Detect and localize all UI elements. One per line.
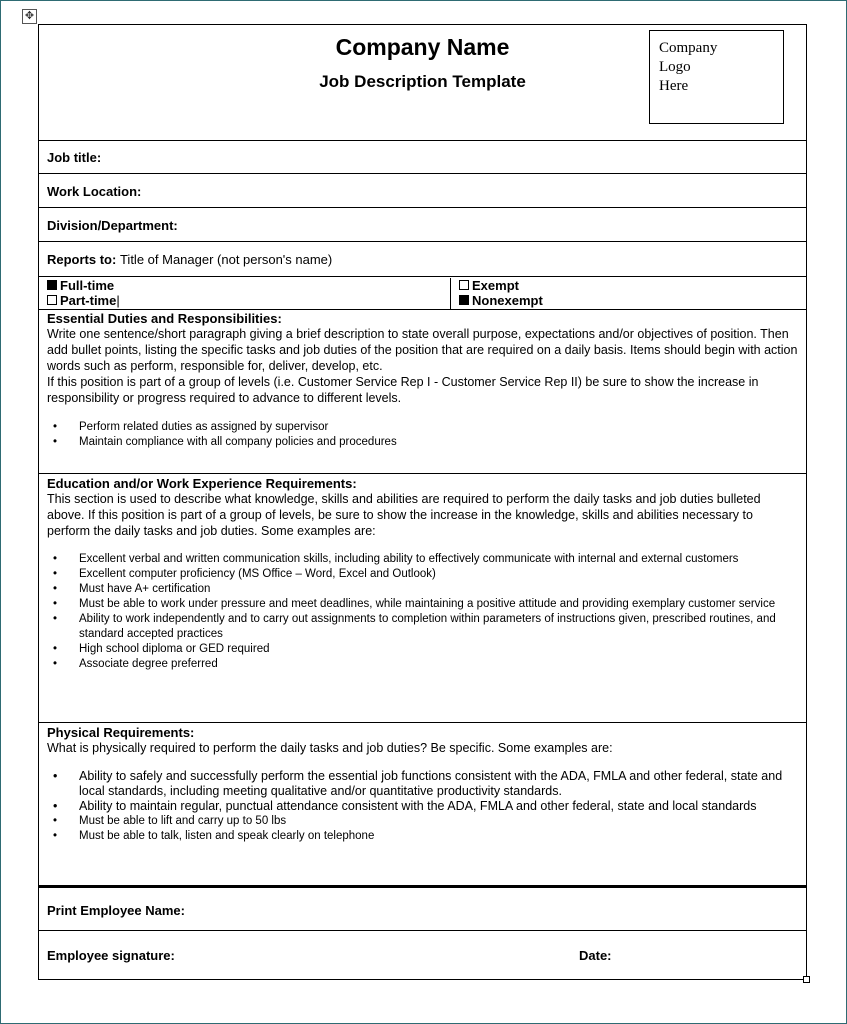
- physical-requirements-list: [47, 769, 798, 844]
- physical-requirements-heading: Physical Requirements:: [47, 725, 195, 740]
- list-item: • Associate degree preferred: [79, 657, 798, 672]
- table-resize-handle-icon[interactable]: [803, 976, 810, 983]
- exempt-label: Exempt: [472, 278, 519, 293]
- date-label: Date:: [579, 947, 612, 963]
- reports-to-field[interactable]: [39, 243, 806, 277]
- print-name-label: Print Employee Name:: [47, 903, 185, 918]
- essential-duties-levels-note: If this position is part of a group of levels (i.e. Customer Service Rep I - Customer Service Rep II) be sure to show the increase in responsibility or progress required to advance to different levels.: [47, 375, 759, 405]
- full-time-option[interactable]: [47, 278, 114, 293]
- education-list: [47, 552, 798, 672]
- job-description-table: [38, 24, 807, 980]
- list-item: • Must be able to lift and carry up to 50 lbs: [79, 814, 798, 829]
- education-paragraph: This section is used to describe what knowledge, skills and abilities are required to perform the daily tasks and job duties bulleted above. If this position is part of a group of levels, be sure to show the increase in the knowledge, skills and abilities necessary to perform the daily tasks and job duties. Some examples are:: [47, 492, 761, 538]
- signature-label: Employee signature:: [47, 947, 175, 963]
- job-title-field[interactable]: [39, 141, 806, 174]
- table-move-handle-icon[interactable]: ✥: [22, 9, 37, 24]
- part-time-checkbox-icon[interactable]: [47, 295, 57, 305]
- print-name-field[interactable]: [39, 891, 806, 931]
- list-item: • Excellent verbal and written communication skills, including ability to effectively communicate with internal and external customers: [79, 552, 798, 567]
- essential-duties-paragraph: Write one sentence/short paragraph giving a brief description to state overall purpose, expectations and/or objectives of position. Then add bullet points, listing the specific tasks and job duties of the position that are required on a daily basis. Items should begin with action words such as perform, responsible for, deliver, develop, etc.: [47, 327, 798, 373]
- list-item: • Must have A+ certification: [79, 582, 798, 597]
- physical-requirements-paragraph: What is physically required to perform the daily tasks and job duties? Be specific. Some examples are:: [47, 741, 613, 755]
- signature-field[interactable]: [39, 932, 806, 978]
- exempt-option[interactable]: [459, 278, 519, 293]
- text-cursor: |: [116, 293, 120, 308]
- essential-duties-list: [47, 420, 798, 450]
- physical-requirements-section[interactable]: [39, 724, 806, 888]
- list-item: • Must be able to work under pressure and meet deadlines, while maintaining a positive attitude and providing exemplary customer service: [79, 597, 798, 612]
- nonexempt-option[interactable]: [459, 293, 543, 308]
- full-time-checkbox-icon[interactable]: [47, 280, 57, 290]
- list-item: • Ability to safely and successfully perform the essential job functions consistent with the ADA, FMLA and other federal, state and local standards, including meeting qualitative and/or quantitative productivity standards.: [79, 769, 798, 799]
- employment-status-row: [39, 278, 806, 310]
- list-item: • Perform related duties as assigned by supervisor: [79, 420, 798, 435]
- nonexempt-checkbox-icon[interactable]: [459, 295, 469, 305]
- list-item: • Must be able to talk, listen and speak clearly on telephone: [79, 829, 798, 844]
- list-item: • High school diploma or GED required: [79, 642, 798, 657]
- logo-line: Company: [659, 40, 718, 56]
- list-item: • Excellent computer proficiency (MS Office – Word, Excel and Outlook): [79, 567, 798, 582]
- part-time-option[interactable]: [47, 293, 120, 308]
- column-divider: [450, 278, 451, 309]
- list-item: • Maintain compliance with all company policies and procedures: [79, 435, 798, 450]
- reports-to-label: Reports to:: [47, 252, 117, 267]
- job-title-label: Job title:: [47, 149, 102, 165]
- logo-line: Logo: [659, 59, 691, 75]
- work-location-label: Work Location:: [47, 183, 142, 199]
- list-item: • Ability to work independently and to carry out assignments to completion within parameters of instructions given, prescribed routines, and standard accepted practices: [79, 612, 798, 642]
- education-section[interactable]: [39, 475, 806, 723]
- company-name: Company Name: [335, 34, 510, 60]
- list-item: • Ability to maintain regular, punctual attendance consistent with the ADA, FMLA and other federal, state and local standards: [79, 799, 798, 814]
- essential-duties-heading: Essential Duties and Responsibilities:: [47, 311, 282, 326]
- education-heading: Education and/or Work Experience Requirements:: [47, 476, 357, 491]
- part-time-label: Part-time: [60, 293, 117, 308]
- full-time-label: Full-time: [60, 278, 115, 293]
- reports-to-value: Title of Manager (not person's name): [119, 252, 333, 267]
- template-title: Job Description Template: [319, 72, 526, 91]
- header-row: [39, 25, 806, 141]
- logo-line: Here: [659, 78, 689, 94]
- division-label: Division/Department:: [47, 217, 178, 233]
- exempt-checkbox-icon[interactable]: [459, 280, 469, 290]
- work-location-field[interactable]: [39, 175, 806, 208]
- division-field[interactable]: [39, 209, 806, 242]
- logo-placeholder: [649, 30, 784, 124]
- nonexempt-label: Nonexempt: [472, 293, 543, 308]
- essential-duties-section[interactable]: [39, 310, 806, 474]
